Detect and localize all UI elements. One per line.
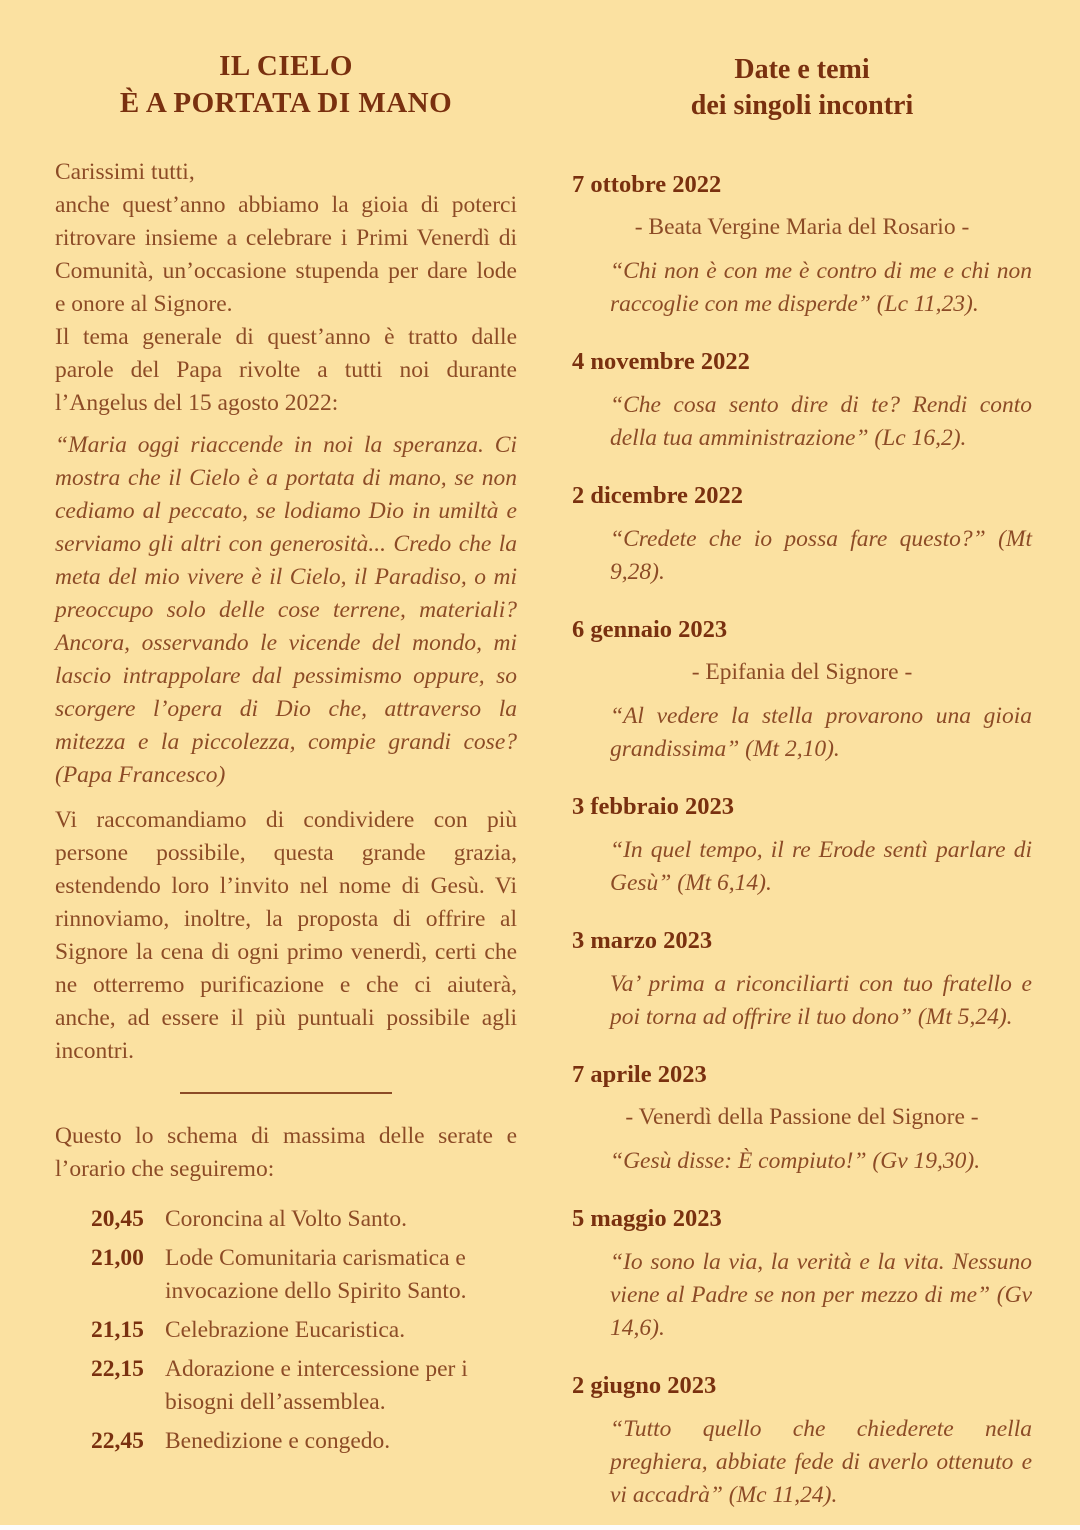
meeting-quote: “Che cosa sento dire di te? Rendi conto della tua amministrazione” (Lc 16,2). [610,392,1032,451]
schedule-item [91,1425,517,1458]
salutation-text: Carissimi tutti, [55,159,195,185]
schedule-time: 22,15 [91,1356,144,1382]
meeting-entry [572,790,1032,900]
meeting-quote: “Credete che io possa fare questo?” (Mt 9,28). [610,526,1032,585]
schedule-activity: Lode Comunitaria carismatica e invocazione dello Spirito Santo. [165,1245,467,1304]
schedule-activity: Adorazione e intercessione per i bisogni dell’assemblea. [165,1356,468,1415]
separator-line [180,1092,392,1094]
left-column [55,46,517,1512]
meeting-entry [572,1202,1032,1345]
schedule-activity: Celebrazione Eucaristica. [165,1317,406,1343]
meeting-entry [572,613,1032,766]
meeting-quote: Va’ prima a riconciliarti con tuo fratello e poi torna ad offrire il tuo dono” (Mt 5,24). [610,971,1032,1030]
meeting-quote: “In quel tempo, il re Erode sentì parlare di Gesù” (Mt 6,14). [610,837,1032,896]
meeting-date: 3 febbraio 2023 [572,793,734,820]
meetings-list [572,168,1032,1512]
meetings-title-line2: dei singoli incontri [690,90,914,121]
page-bottom-edge [0,1525,1080,1530]
schedule-item [91,1314,517,1347]
meeting-date: 2 dicembre 2022 [572,482,744,509]
meeting-date: 3 marzo 2023 [572,927,713,954]
meeting-quote: “Tutto quello che chiederete nella preghiera, abbiate fede di averlo ottenuto e vi accadrà” (Mc 11,24). [610,1416,1032,1508]
meeting-quote: “Chi non è con me è contro di me e chi non raccoglie con me disperde” (Lc 11,23). [610,258,1032,317]
meeting-entry [572,345,1032,455]
meeting-date: 2 giugno 2023 [572,1372,717,1399]
schedule-item [91,1203,517,1236]
meeting-entry [572,168,1032,321]
schedule-intro: Questo lo schema di massima delle serate e l’orario che seguiremo: [55,1123,517,1182]
right-column [572,46,1032,1512]
meetings-title-line1: Date e temi [734,54,870,85]
meeting-entry [572,924,1032,1034]
recommendation-paragraph: Vi raccomandiamo di condividere con più persone possibile, questa grande grazia, estendendo loro l’invito nel nome di Gesù. Vi rinnoviamo, inoltre, la proposta di offrire al Signore la cena di ogni primo venerdì, certi che ne otterremo purificazione e che ci aiuterà, anche, ad essere il più puntuali possibile agli incontri. [55,807,517,1064]
meeting-subtitle: - Venerdì della Passione del Signore - [625,1104,979,1130]
meeting-date: 7 aprile 2023 [572,1061,707,1088]
page-title-line2: È A PORTATA DI MANO [119,87,453,119]
meeting-date: 5 maggio 2023 [572,1205,722,1232]
intro-paragraph: anche quest’anno abbiamo la gioia di poterci ritrovare insieme a celebrare i Primi Venerdì di Comunità, un’occasione stupenda per dare lode e onore al Signore. [55,192,517,317]
meetings-title [572,52,1032,124]
schedule-activity: Benedizione e congedo. [165,1428,391,1454]
schedule-time: 22,45 [91,1428,144,1454]
meeting-entry [572,1369,1032,1512]
schedule-item [91,1242,517,1308]
meeting-entry [572,479,1032,589]
meeting-subtitle: - Beata Vergine Maria del Rosario - [634,214,970,240]
schedule-list [55,1203,517,1458]
page-title [55,48,517,122]
meeting-date: 7 ottobre 2022 [572,171,722,198]
meeting-date: 6 gennaio 2023 [572,616,728,643]
schedule-time: 21,00 [91,1245,144,1271]
schedule-activity: Coroncina al Volto Santo. [165,1206,407,1232]
meeting-quote: “Al vedere la stella provarono una gioia grandissima” (Mt 2,10). [610,703,1032,762]
meeting-quote: “Io sono la via, la verità e la vita. Nessuno viene al Padre se non per mezzo di me” (Gv 14,6). [610,1249,1032,1341]
pope-quote: “Maria oggi riaccende in noi la speranza. Ci mostra che il Cielo è a portata di mano, se non cediamo al peccato, se lodiamo Dio in umiltà e serviamo gli altri con generosità... Credo che la meta del mio vivere è il Cielo, il Paradiso, o mi preoccupo solo delle cose terrene, materiali? Ancora, osservando le vicende del mondo, mi lascio intrappolare dal pessimismo oppure, so scorgere l’opera di Dio che, attraverso la mitezza e la piccolezza, compie grandi cose? (Papa Francesco) [55,432,517,788]
meeting-date: 4 novembre 2022 [572,348,750,375]
meeting-entry [572,1058,1032,1178]
meeting-subtitle: - Epifania del Signore - [691,659,913,685]
meeting-quote: “Gesù disse: È compiuto!” (Gv 19,30). [610,1148,981,1174]
schedule-time: 21,15 [91,1317,144,1343]
schedule-time: 20,45 [91,1206,144,1232]
schedule-item [91,1353,517,1419]
page-title-line1: IL CIELO [219,50,353,82]
theme-paragraph: Il tema generale di quest’anno è tratto dalle parole del Papa rivolte a tutti noi durante l’Angelus del 15 agosto 2022: [55,324,517,416]
